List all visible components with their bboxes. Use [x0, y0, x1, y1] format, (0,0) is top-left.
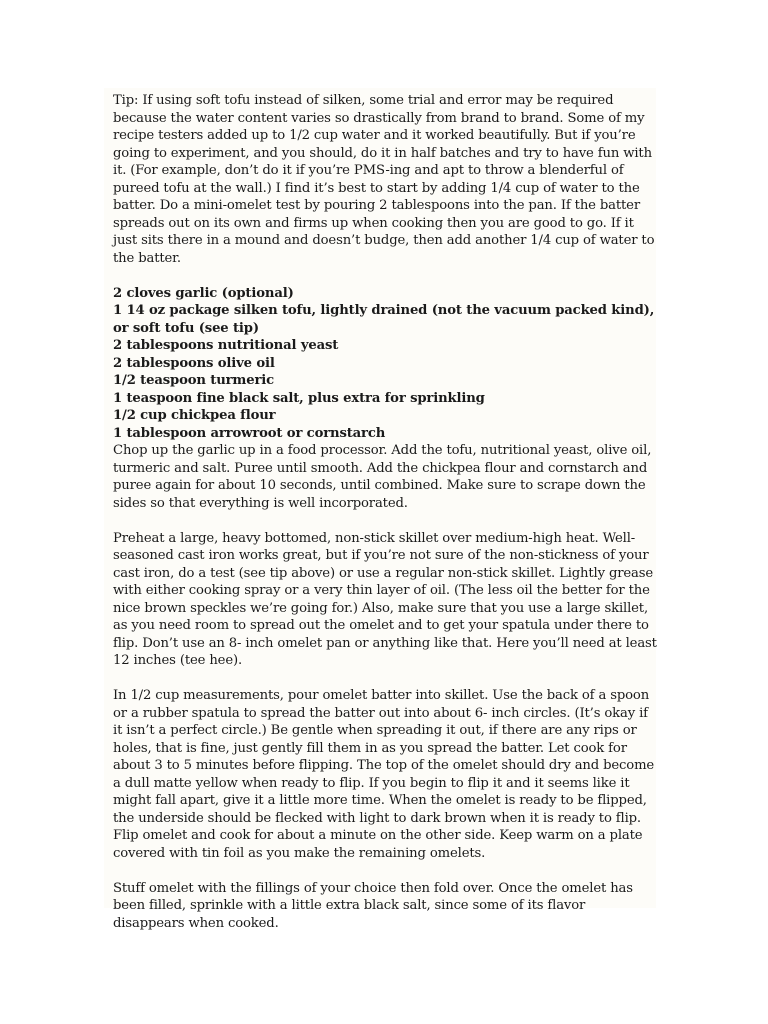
ingredients-list — [113, 285, 658, 443]
instruction-step-3: In 1/2 cup measurements, pour omelet batter into skillet. Use the back of a spoon or a rubber spatula to spread the batter out into about 6- inch circles. (It’s okay if it isn’t a perfect circle.) Be gentle when spreading it out, if there are any rips or holes, that is fine, just gently fill them in as you spread the batter. Let cook for about 3 to 5 minutes before flipping. The top of the omelet should dry and become a dull matte yellow when ready to flip. If you begin to flip it and it seems like it might fall apart, give it a little more time. When the omelet is ready to be flipped, the underside should be flecked with light to dark brown when it is ready to flip. Flip omelet and cook for about a minute on the other side. Keep warm on a plate covered with tin foil as you make the remaining omelets. — [113, 688, 655, 861]
instruction-step-1: Chop up the garlic up in a food processor. Add the tofu, nutritional yeast, olive oil, turmeric and salt. Puree until smooth. Add the chickpea flour and cornstarch and puree again for about 10 seconds, until combined. Make sure to scrape down the sides so that everything is well incorporated. — [113, 443, 652, 511]
recipe-document — [113, 92, 658, 932]
ingredient-item: 1/2 teaspoon turmeric — [113, 373, 275, 388]
tip-paragraph: Tip: If using soft tofu instead of silken, some trial and error may be required because the water content varies so drastically from brand to brand. Some of my recipe testers added up to 1/2 cup water and it worked beautifully. But if you’re going to experiment, and you should, do it in half batches and try to have fun with it. (For example, don’t do it if you’re PMS-ing and apt to throw a blenderful of pureed tofu at the wall.) I find it’s best to start by adding 1/4 cup of water to the batter. Do a mini-omelet test by pouring 2 tablespoons into the pan. If the batter spreads out on its own and firms up when cooking then you are good to go. If it just sits there in a mound and doesn’t budge, then add another 1/4 cup of water to the batter. — [113, 93, 655, 266]
ingredient-item: 2 tablespoons nutritional yeast — [113, 338, 339, 353]
instruction-step-2: Preheat a large, heavy bottomed, non-stick skillet over medium-high heat. Well-seasoned cast iron works great, but if you’re not sure of the non-stickness of your cast iron, do a test (see tip above) or use a regular non-stick skillet. Lightly grease with either cooking spray or a very thin layer of oil. (The less oil the better for the nice brown speckles we’re going for.) Also, make sure that you use a large skillet, as you need room to spread out the omelet and to get your spatula under there to flip. Don’t use an 8- inch omelet pan or anything like that. Here you’ll need at least 12 inches (tee hee). — [113, 530, 657, 668]
ingredient-item: 1 teaspoon fine black salt, plus extra for sprinkling — [113, 390, 485, 406]
ingredient-item: 2 cloves garlic (optional) — [113, 285, 294, 301]
ingredient-item: 1 tablespoon arrowroot or cornstarch — [113, 425, 386, 441]
instruction-step-4: Stuff omelet with the fillings of your choice then fold over. Once the omelet has been filled, sprinkle with a little extra black salt, since some of its flavor disappears when cooked. — [113, 880, 633, 931]
ingredient-item: 1/2 cup chickpea flour — [113, 408, 276, 423]
ingredient-item: 2 tablespoons olive oil — [113, 355, 275, 371]
ingredient-item: 1 14 oz package silken tofu, lightly drained (not the vacuum packed kind), or soft tofu (see tip) — [113, 303, 655, 336]
